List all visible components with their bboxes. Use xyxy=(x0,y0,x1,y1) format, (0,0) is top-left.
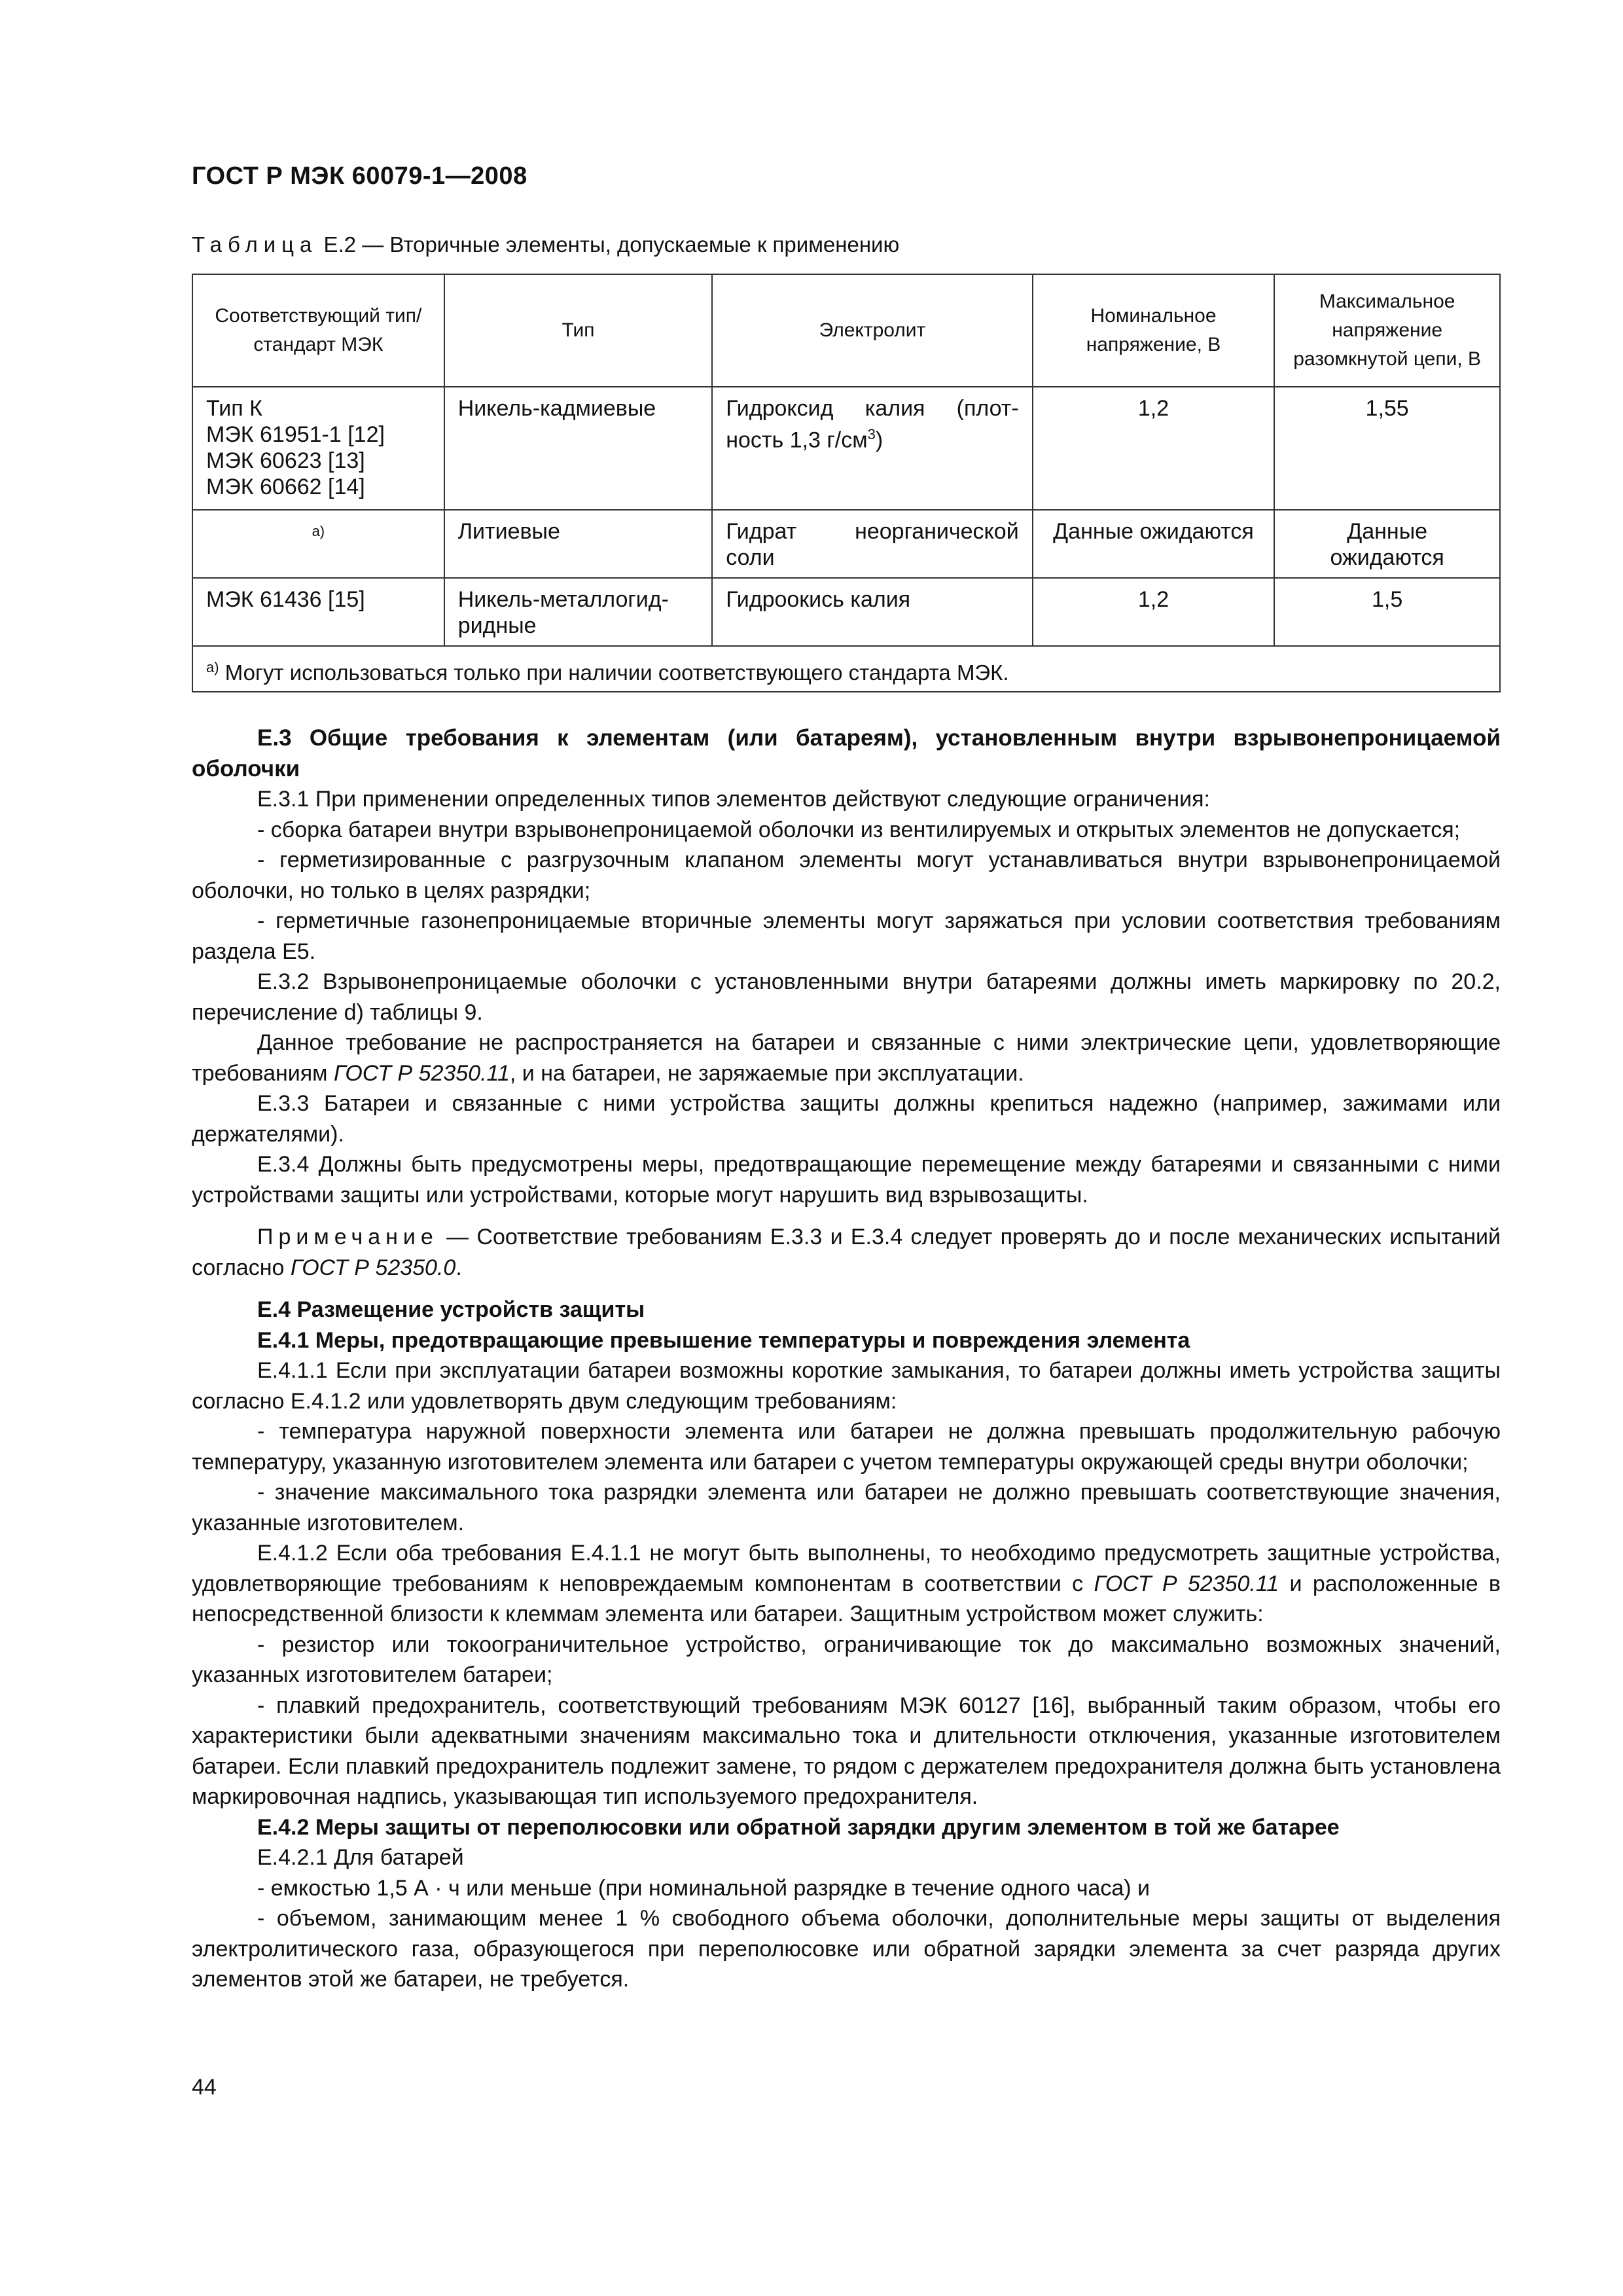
standard-reference: ГОСТ Р 52350.11 xyxy=(1094,1571,1279,1596)
list-item: - герметизированные с разгрузочным клапаном элементы могут устанавливаться внутри взрывонепроницаемой оболочки, но только в целях разрядки; xyxy=(192,848,1501,903)
table-caption xyxy=(192,232,899,257)
table-row xyxy=(192,387,1500,510)
cell-line: МЭК 61951-1 [12] xyxy=(206,422,385,447)
cell-line: ридные xyxy=(457,613,537,638)
standard-reference: ГОСТ Р 52350.0 xyxy=(290,1255,456,1280)
table-cell-standard: МЭК 61436 [15] xyxy=(192,578,444,646)
paragraph: Е.3.4 Должны быть предусмотрены меры, предотвращающие перемещение между батареями и связанными с ними устройствами защиты или устройствами, которые могут нарушить вид взрывозащиты. xyxy=(192,1152,1501,1208)
cell-line: МЭК 60662 [14] xyxy=(206,475,365,499)
cell-line: соли xyxy=(726,545,775,570)
column-header: Максимальное напряжение разомкнутой цепи, В xyxy=(1274,274,1500,387)
list-item: - герметичные газонепроницаемые вторичные элементы могут заряжаться при условии соответствия требованиям раздела Е5. xyxy=(192,908,1501,964)
column-header: Соответствующий тип/стандарт МЭК xyxy=(192,274,444,387)
cell-text: ) xyxy=(875,427,883,453)
paragraph: Е.3.1 При применении определенных типов элементов действуют следующие ограничения: xyxy=(257,787,1210,812)
table-caption-word: Таблица xyxy=(192,232,318,257)
text: Данное требование не распространяется на батареи и связанные с ними электрические цепи, удовлетворяющие требованиям xyxy=(192,1030,1501,1086)
secondary-cells-table xyxy=(192,274,1501,692)
list-item: - объемом, занимающим менее 1 % свободного объема оболочки, дополнительные меры защиты от выделения электролитического газа, образующегося при переполюсовке или обратной зарядки элемента за счет разряда других элементов этой же батареи, не требуется. xyxy=(192,1906,1501,1992)
text: и расположенные в непосредственной близости к клеммам элемента или батареи. Защитным устройством может служить: xyxy=(192,1571,1501,1626)
table-footnote-row xyxy=(192,646,1500,692)
table-cell-max: 1,5 xyxy=(1274,578,1500,646)
cell-line: Гидрат неорганической xyxy=(726,519,1019,544)
list-item: - резистор или токоограничительное устройство, ограничивающие ток до максимально возможных значений, указанных изготовителем батареи; xyxy=(192,1632,1501,1687)
document-title: ГОСТ Р МЭК 60079-1—2008 xyxy=(192,162,527,190)
text: . xyxy=(455,1255,462,1280)
table-header-row xyxy=(192,274,1500,387)
cell-line: Никель-металлогид- xyxy=(457,587,669,612)
paragraph: Е.4.2.1 Для батарей xyxy=(257,1845,464,1870)
table-row xyxy=(192,578,1500,646)
column-header: Тип xyxy=(444,274,713,387)
paragraph: Е.3.2 Взрывонепроницаемые оболочки с установленными внутри батареями должны иметь маркировку по 20.2, перечисление d) таблицы 9. xyxy=(192,969,1501,1025)
paragraph xyxy=(192,1538,1501,1630)
text: — Соответствие требованиям Е.3.3 и Е.3.4 следует проверять до и после механических испытаний согласно xyxy=(192,1225,1501,1280)
table-cell-type: Литиевые xyxy=(444,510,713,578)
table-cell-nominal: 1,2 xyxy=(1033,387,1275,510)
cell-line xyxy=(726,422,1018,453)
table-cell-electrolyte xyxy=(712,387,1032,510)
column-header: Номинальное напряжение, В xyxy=(1033,274,1275,387)
paragraph xyxy=(192,1028,1501,1088)
table-cell-type xyxy=(444,578,713,646)
table-row xyxy=(192,510,1500,578)
table-cell-nominal: Данные ожидаются xyxy=(1033,510,1275,578)
list-item: - плавкий предохранитель, соответствующий требованиям МЭК 60127 [16], выбранный таким образом, чтобы его характеристики были адекватными значениям максимально тока и длительности отключения, указанные изготовителем батареи. Если плавкий предохранитель подлежит замене, то рядом с держателем предохранителя должна быть установлена маркировочная надпись, указывающая тип используемого предохранителя. xyxy=(192,1693,1501,1809)
table-cell-nominal: 1,2 xyxy=(1033,578,1275,646)
list-item: - емкостью 1,5 А · ч или меньше (при номинальной разрядке в течение одного часа) и xyxy=(257,1875,1150,1901)
section-heading-e3: Е.3 Общие требования к элементам (или батареям), установленным внутри взрывонепроницаемой оболочки xyxy=(192,725,1501,781)
section-heading-e42: Е.4.2 Меры защиты от переполюсовки или обратной зарядки другим элементом в той же батарее xyxy=(257,1814,1340,1840)
cell-line: Гидроксид калия (плот- xyxy=(726,396,1019,421)
cell-line: МЭК 60623 [13] xyxy=(206,448,365,473)
table-cell-footnote-ref: а) xyxy=(192,510,444,578)
footnote-text: Могут использоваться только при наличии соответствующего стандарта МЭК. xyxy=(224,660,1009,685)
table-cell-type: Никель-кадмиевые xyxy=(444,387,713,510)
text: , и на батареи, не заряжаемые при эксплуатации. xyxy=(509,1060,1024,1086)
cell-line: Тип К xyxy=(206,396,262,421)
column-header: Электролит xyxy=(712,274,1032,387)
table-cell-max: 1,55 xyxy=(1274,387,1500,510)
list-item: - сборка батареи внутри взрывонепроницаемой оболочки из вентилируемых и открытых элементов не допускается; xyxy=(257,817,1461,842)
footnote-mark: а) xyxy=(206,659,219,675)
table-caption-text: Е.2 — Вторичные элементы, допускаемые к применению xyxy=(317,232,900,257)
table-cell-standard xyxy=(192,387,444,510)
body-text xyxy=(192,723,1501,1995)
table-cell-electrolyte: Гидроокись калия xyxy=(712,578,1032,646)
list-item: - значение максимального тока разрядки элемента или батареи не должно превышать соответствующие значения, указанные изготовителем. xyxy=(192,1480,1501,1535)
note-label: Примечание xyxy=(257,1225,438,1249)
page-number: 44 xyxy=(192,2075,217,2100)
paragraph: Е.4.1.1 Если при эксплуатации батареи возможны короткие замыкания, то батареи должны иметь устройства защиты согласно Е.4.1.2 или удовлетворять двум следующим требованиям: xyxy=(192,1358,1501,1414)
table-cell-electrolyte xyxy=(712,510,1032,578)
cell-text: ность 1,3 г/см xyxy=(726,427,868,453)
table-cell-max: Данные ожидаются xyxy=(1274,510,1500,578)
text: Е.4.1.2 Если оба требования Е.4.1.1 не могут быть выполнены, то необходимо предусмотреть защитные устройства, удовлетворяющие требованиям к неповреждаемым компонентам в соответствии с xyxy=(192,1541,1501,1596)
list-item: - температура наружной поверхности элемента или батареи не должна превышать продолжительную рабочую температуру, указанную изготовителем элемента или батареи с учетом температуры окружающей среды внутри оболочки; xyxy=(192,1419,1501,1475)
table-footnote xyxy=(192,646,1500,692)
section-heading-e4: Е.4 Размещение устройств защиты xyxy=(257,1297,645,1322)
note xyxy=(192,1222,1501,1283)
standard-reference: ГОСТ Р 52350.11 xyxy=(333,1060,510,1086)
superscript: 3 xyxy=(867,426,876,442)
section-heading-e41: Е.4.1 Меры, предотвращающие превышение температуры и повреждения элемента xyxy=(257,1327,1190,1353)
paragraph: Е.3.3 Батареи и связанные с ними устройства защиты должны крепиться надежно (например, зажимами или держателями). xyxy=(192,1091,1501,1147)
